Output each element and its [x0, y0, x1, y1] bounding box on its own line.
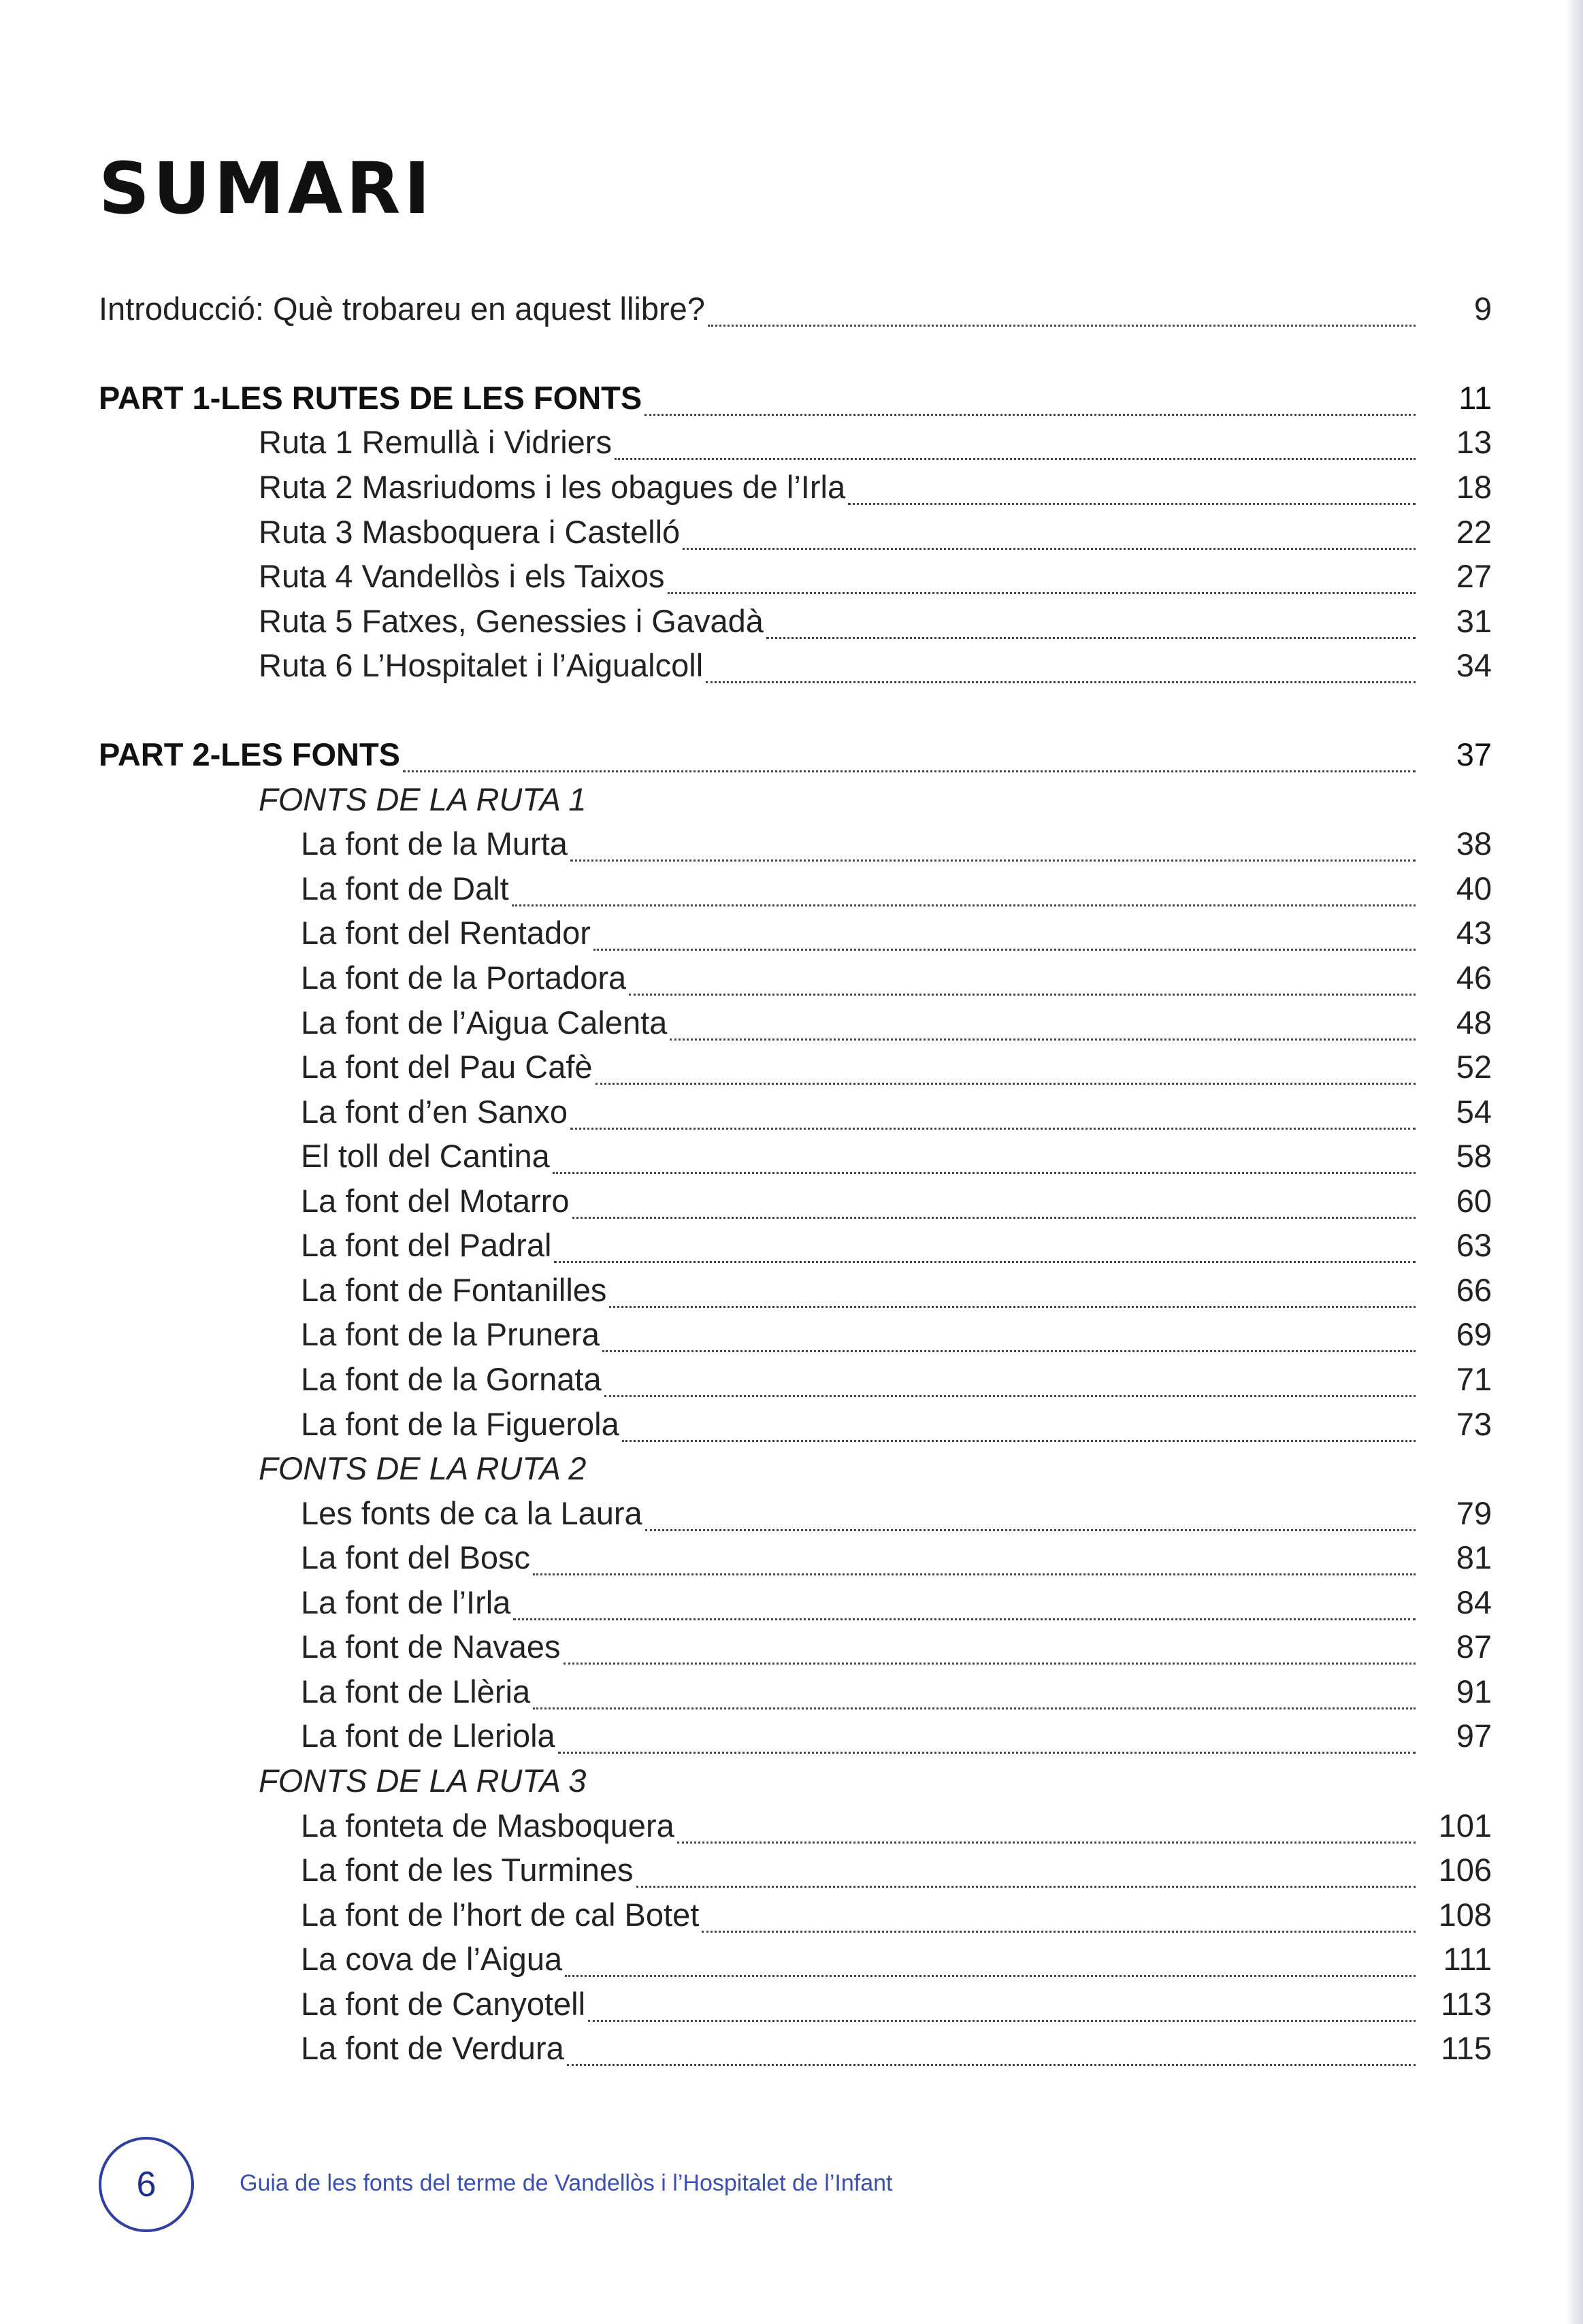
- page-number: 6: [136, 2165, 157, 2204]
- toc-page-number: 48: [1456, 1004, 1492, 1041]
- toc-page-number: 37: [1456, 736, 1492, 772]
- toc-page-number: 34: [1456, 647, 1492, 683]
- toc-page-number: 113: [1441, 1986, 1492, 2022]
- toc-leader-dots: [533, 1573, 1416, 1575]
- toc-leader-dots: [766, 637, 1416, 639]
- toc-page-number: 101: [1438, 1807, 1492, 1844]
- toc-entry: [301, 1271, 1492, 1316]
- toc-page-number: 79: [1456, 1495, 1492, 1531]
- toc-entry-label: Ruta 2 Masriudoms i les obagues de l’Irla: [259, 469, 846, 505]
- toc-page-number: 46: [1456, 960, 1492, 996]
- toc-leader-dots: [645, 1529, 1416, 1531]
- toc-entry: [301, 1048, 1492, 1093]
- toc-entry: [301, 1896, 1492, 1941]
- toc-page-number: 115: [1441, 2030, 1492, 2066]
- toc-entry-label: La cova de l’Aigua: [301, 1941, 563, 1977]
- toc-entry-label: La font de la Prunera: [301, 1316, 600, 1352]
- toc-page-number: 106: [1438, 1852, 1492, 1888]
- toc-part-heading: [99, 379, 1492, 424]
- toc-entry: [301, 1807, 1492, 1852]
- toc-entry-label: La font del Pau Cafè: [301, 1049, 593, 1085]
- toc-part-heading: [99, 736, 1492, 781]
- toc-entry: [301, 1673, 1492, 1718]
- toc-page-number: 38: [1456, 825, 1492, 862]
- toc-leader-dots: [668, 592, 1416, 594]
- toc-page-number: 81: [1456, 1539, 1492, 1575]
- toc-page-number: 63: [1456, 1227, 1492, 1263]
- toc-entry: [259, 647, 1492, 691]
- toc-leader-dots: [570, 860, 1416, 862]
- toc-page-number: 43: [1456, 915, 1492, 951]
- toc-leader-dots: [403, 770, 1416, 772]
- toc-entry: [301, 870, 1492, 915]
- toc-page-number: 73: [1456, 1406, 1492, 1442]
- toc-entry: [301, 1315, 1492, 1360]
- toc-entry: [301, 1539, 1492, 1584]
- toc-leader-dots: [609, 1306, 1416, 1308]
- toc-leader-dots: [554, 1261, 1416, 1263]
- toc-leader-dots: [588, 2020, 1416, 2022]
- toc-entry-label: La font de Fontanilles: [301, 1272, 607, 1308]
- toc-leader-dots: [622, 1440, 1416, 1442]
- toc-entry-label: La font del Motarro: [301, 1183, 570, 1219]
- toc-page-number: 11: [1458, 380, 1492, 416]
- toc-page-number: 52: [1456, 1049, 1492, 1085]
- toc-entry-label: La font de Navaes: [301, 1629, 561, 1665]
- toc-leader-dots: [593, 949, 1416, 951]
- toc-page-number: 71: [1456, 1361, 1492, 1397]
- toc-entry-label: La font de l’hort de cal Botet: [301, 1897, 700, 1933]
- toc-entry: [301, 1717, 1492, 1762]
- toc-entry-label: PART 1-LES RUTES DE LES FONTS: [99, 380, 642, 416]
- toc-entry-label: Ruta 6 L’Hospitalet i l’Aigualcoll: [259, 647, 704, 683]
- toc-leader-dots: [629, 994, 1416, 996]
- toc-entry: [301, 1494, 1492, 1539]
- toc-page-number: 54: [1456, 1094, 1492, 1130]
- toc-page-number: 60: [1456, 1183, 1492, 1219]
- toc-entry-label: La font de la Gornata: [301, 1361, 602, 1397]
- toc-leader-dots: [848, 503, 1416, 505]
- toc-leader-dots: [644, 414, 1416, 416]
- toc-leader-dots: [513, 1618, 1416, 1620]
- toc-entry: [99, 290, 1492, 335]
- toc-entry: [301, 1985, 1492, 2030]
- toc-entry: [301, 1093, 1492, 1138]
- toc-leader-dots: [615, 458, 1416, 460]
- toc-leader-dots: [553, 1172, 1416, 1174]
- toc-section-heading: [259, 781, 1492, 825]
- toc-entry-label: Ruta 5 Fatxes, Genessies i Gavadà: [259, 603, 764, 639]
- toc-page-number: 97: [1456, 1718, 1492, 1754]
- toc-entry: [301, 1004, 1492, 1049]
- toc-entry-label: Ruta 1 Remullà i Vidriers: [259, 424, 612, 460]
- toc-entry-label: La font de la Murta: [301, 825, 568, 862]
- toc-page-number: 13: [1456, 424, 1492, 460]
- toc-entry: [259, 423, 1492, 468]
- toc-entry-label: Les fonts de ca la Laura: [301, 1495, 642, 1531]
- toc-section-heading: [259, 1762, 1492, 1807]
- toc-entry-label: PART 2-LES FONTS: [99, 736, 401, 772]
- toc-page-number: 108: [1438, 1897, 1492, 1933]
- toc-entry: [301, 1405, 1492, 1450]
- toc-entry: [301, 1584, 1492, 1629]
- toc-entry-label: La font d’en Sanxo: [301, 1094, 568, 1130]
- toc-entry: [301, 1940, 1492, 1985]
- toc-entry-label: Ruta 4 Vandellòs i els Taixos: [259, 558, 665, 594]
- toc-leader-dots: [512, 904, 1416, 906]
- toc-entry-label: La font del Bosc: [301, 1539, 531, 1575]
- toc-leader-dots: [567, 2064, 1416, 2066]
- toc-entry: [259, 602, 1492, 647]
- toc-entry-label: La font de les Turmines: [301, 1852, 634, 1888]
- toc-page-number: 66: [1456, 1272, 1492, 1308]
- toc-leader-dots: [683, 548, 1416, 550]
- toc-page-number: 58: [1456, 1138, 1492, 1174]
- toc-leader-dots: [533, 1707, 1416, 1709]
- page-edge-shadow: [1565, 0, 1583, 2324]
- toc-entry-label: La font del Rentador: [301, 915, 591, 951]
- toc-entry: [301, 2029, 1492, 2074]
- toc-entry: [301, 1628, 1492, 1673]
- toc-entry: [301, 1226, 1492, 1271]
- toc-entry: [259, 468, 1492, 513]
- toc-leader-dots: [670, 1038, 1416, 1041]
- toc-leader-dots: [595, 1083, 1416, 1085]
- toc-section-heading: [259, 1450, 1492, 1494]
- toc-entry-label: La font de la Portadora: [301, 960, 627, 996]
- toc-entry-label: La font de Canyotell: [301, 1986, 586, 2022]
- toc-entry: [301, 1360, 1492, 1405]
- toc-page-number: 18: [1456, 469, 1492, 505]
- toc-leader-dots: [565, 1975, 1416, 1977]
- toc-entry-label: La font de Verdura: [301, 2030, 564, 2066]
- toc-leader-dots: [570, 1128, 1416, 1130]
- toc-leader-dots: [604, 1395, 1416, 1397]
- toc-page-number: 31: [1456, 603, 1492, 639]
- toc-leader-dots: [708, 325, 1416, 327]
- page-title: SUMARI: [99, 147, 434, 230]
- toc-leader-dots: [636, 1886, 1416, 1888]
- toc-entry-label: La font de l’Aigua Calenta: [301, 1004, 668, 1041]
- toc-entry: [301, 1137, 1492, 1182]
- toc-entry: [259, 513, 1492, 558]
- toc-entry-label: La font de la Figuerola: [301, 1406, 619, 1442]
- toc-leader-dots: [602, 1350, 1416, 1352]
- toc-page-number: 87: [1456, 1629, 1492, 1665]
- toc-entry-label: FONTS DE LA RUTA 2: [259, 1450, 587, 1486]
- toc-leader-dots: [572, 1217, 1416, 1219]
- toc-entry-label: La font de Lleriola: [301, 1718, 555, 1754]
- toc-entry-label: La fonteta de Masboquera: [301, 1807, 674, 1844]
- toc-entry-label: La font del Padral: [301, 1227, 552, 1263]
- toc-entry-label: La font de Dalt: [301, 870, 509, 906]
- toc-entry: [301, 1851, 1492, 1896]
- toc-entry: [301, 1182, 1492, 1227]
- toc-entry: [301, 914, 1492, 959]
- toc-page-number: 27: [1456, 558, 1492, 594]
- toc-entry: [301, 959, 1492, 1004]
- toc-entry-label: El toll del Cantina: [301, 1138, 550, 1174]
- toc-entry: [259, 557, 1492, 602]
- toc-entry-label: FONTS DE LA RUTA 1: [259, 781, 587, 817]
- toc-entry-label: La font de Llèria: [301, 1673, 531, 1709]
- footer-book-title: Guia de les fonts del terme de Vandellòs i l’Hospitalet de l’Infant: [240, 2170, 893, 2196]
- page-number-badge: [99, 2137, 194, 2232]
- toc-page-number: 40: [1456, 870, 1492, 906]
- toc-page-number: 69: [1456, 1316, 1492, 1352]
- toc-entry-label: Ruta 3 Masboquera i Castelló: [259, 514, 681, 550]
- toc-page-number: 111: [1443, 1941, 1492, 1977]
- toc-leader-dots: [558, 1752, 1416, 1754]
- toc-entry: [301, 825, 1492, 870]
- toc-page-number: 9: [1473, 291, 1492, 327]
- toc-leader-dots: [702, 1931, 1416, 1933]
- toc-entry-label: La font de l’Irla: [301, 1584, 511, 1620]
- toc-entry-label: FONTS DE LA RUTA 3: [259, 1763, 587, 1799]
- toc-leader-dots: [677, 1842, 1416, 1844]
- toc-page-number: 84: [1456, 1584, 1492, 1620]
- toc-leader-dots: [706, 681, 1416, 683]
- toc-entry-label: Introducció: Què trobareu en aquest llibre?: [99, 291, 705, 327]
- toc-page-number: 22: [1456, 514, 1492, 550]
- toc-page-number: 91: [1456, 1673, 1492, 1709]
- toc-leader-dots: [564, 1663, 1416, 1665]
